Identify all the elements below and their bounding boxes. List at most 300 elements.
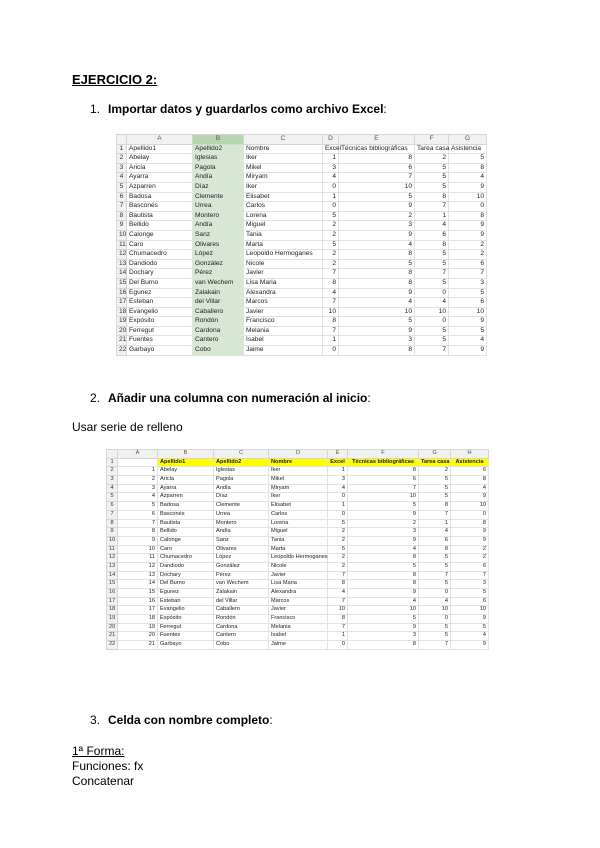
table-cell: 8 xyxy=(328,615,348,624)
page-title: EJERCICIO 2: xyxy=(72,72,158,87)
table-cell: 8 xyxy=(339,154,415,164)
header-row xyxy=(117,144,487,154)
table-cell: 8 xyxy=(323,317,339,327)
table-cell: 3 xyxy=(118,484,158,493)
table-cell: 14 xyxy=(118,580,158,589)
table-cell: Marta xyxy=(269,545,328,554)
table-cell: Iker xyxy=(269,467,328,476)
table-cell: Clemente xyxy=(193,192,244,202)
table-cell: 0 xyxy=(415,288,449,298)
table-row xyxy=(117,269,487,279)
column-letter: D xyxy=(269,450,328,459)
row-number: 22 xyxy=(107,641,118,650)
table-cell: 9 xyxy=(451,615,489,624)
table-cell: 5 xyxy=(415,259,449,269)
table-row xyxy=(107,510,489,519)
table-cell: Expósito xyxy=(127,317,193,327)
table-cell: 9 xyxy=(449,221,487,231)
header-cell: Apellido2 xyxy=(193,144,244,154)
table-cell: Jaime xyxy=(269,641,328,650)
table-cell: 5 xyxy=(323,211,339,221)
table-cell: Marcos xyxy=(244,298,323,308)
table-cell: 5 xyxy=(419,476,451,485)
table-cell: 6 xyxy=(451,562,489,571)
table-cell: 5 xyxy=(419,562,451,571)
row-number: 9 xyxy=(107,528,118,537)
table-cell: 8 xyxy=(348,467,419,476)
table-cell: Sanz xyxy=(193,230,244,240)
table-cell: 4 xyxy=(328,589,348,598)
table-cell: Badosa xyxy=(127,192,193,202)
table-cell: 8 xyxy=(118,528,158,537)
header-cell: Excel xyxy=(323,144,339,154)
forma-line-concatenate: Concatenar xyxy=(72,774,135,788)
row-number: 15 xyxy=(107,580,118,589)
table-cell: Francisco xyxy=(244,317,323,327)
table-cell: 1 xyxy=(328,502,348,511)
header-cell: Nombre xyxy=(269,458,328,467)
table-cell: 5 xyxy=(415,336,449,346)
table-cell: 10 xyxy=(348,606,419,615)
table-cell: 8 xyxy=(419,545,451,554)
table-cell: 10 xyxy=(323,307,339,317)
table-cell: 10 xyxy=(449,192,487,202)
table-cell: Egunez xyxy=(158,589,214,598)
table-cell: 6 xyxy=(415,230,449,240)
table-cell: 18 xyxy=(118,615,158,624)
table-cell: 8 xyxy=(348,554,419,563)
table-cell: van Wechem xyxy=(214,580,269,589)
table-cell: Melania xyxy=(244,326,323,336)
table-cell: 11 xyxy=(118,554,158,563)
row-number: 6 xyxy=(117,192,127,202)
row-number: 8 xyxy=(107,519,118,528)
table-cell: Fuentes xyxy=(158,632,214,641)
table-cell: Andía xyxy=(214,484,269,493)
table-cell: Calonge xyxy=(158,536,214,545)
table-cell: Iglesias xyxy=(214,467,269,476)
table-row xyxy=(117,154,487,164)
table-cell: Mikel xyxy=(244,163,323,173)
table-cell: 3 xyxy=(323,163,339,173)
table-cell: Javier xyxy=(244,269,323,279)
table-cell: 10 xyxy=(348,493,419,502)
table-cell: Alexandra xyxy=(269,589,328,598)
table-cell: 9 xyxy=(449,182,487,192)
table-cell: Javier xyxy=(269,606,328,615)
table-cell: Basconés xyxy=(158,510,214,519)
table-row xyxy=(117,250,487,260)
table-cell: 8 xyxy=(449,163,487,173)
table-cell: 8 xyxy=(449,211,487,221)
header-cell: Apellido2 xyxy=(214,458,269,467)
table-cell: 6 xyxy=(419,536,451,545)
table-cell: Cardona xyxy=(214,623,269,632)
table-cell: 5 xyxy=(419,554,451,563)
row-number: 14 xyxy=(117,269,127,279)
table-cell: 7 xyxy=(415,269,449,279)
row-number: 19 xyxy=(117,317,127,327)
table-cell: 5 xyxy=(415,182,449,192)
table-cell: 7 xyxy=(419,510,451,519)
table-cell: 5 xyxy=(339,259,415,269)
table-cell: 7 xyxy=(328,597,348,606)
row-number: 20 xyxy=(107,623,118,632)
table-cell: 0 xyxy=(323,346,339,356)
table-cell: 5 xyxy=(451,589,489,598)
row-number: 13 xyxy=(107,562,118,571)
table-cell: Montero xyxy=(193,211,244,221)
table-cell: González xyxy=(214,562,269,571)
row-number: 12 xyxy=(107,554,118,563)
table-cell: 8 xyxy=(339,346,415,356)
column-letter xyxy=(117,135,127,145)
table-cell: Evangelio xyxy=(127,307,193,317)
row-number: 16 xyxy=(117,288,127,298)
table-cell: 5 xyxy=(449,154,487,164)
header-cell: Tarea casa xyxy=(415,144,449,154)
table-cell: 7 xyxy=(323,298,339,308)
table-row xyxy=(117,182,487,192)
table-cell: Clemente xyxy=(214,502,269,511)
table-cell: 13 xyxy=(118,571,158,580)
table-cell: 7 xyxy=(339,173,415,183)
table-cell: Badosa xyxy=(158,502,214,511)
table-cell: 19 xyxy=(118,623,158,632)
row-number: 2 xyxy=(117,154,127,164)
table-row xyxy=(107,606,489,615)
row-number: 1 xyxy=(117,144,127,154)
table-cell: 10 xyxy=(339,307,415,317)
table-cell: Del Burno xyxy=(127,278,193,288)
table-cell: Bellido xyxy=(158,528,214,537)
table-cell: 7 xyxy=(419,571,451,580)
table-cell: 5 xyxy=(419,632,451,641)
table-cell: 8 xyxy=(451,476,489,485)
table-cell: 10 xyxy=(415,307,449,317)
table-row xyxy=(117,326,487,336)
column-letter: H xyxy=(451,450,489,459)
table-cell: 5 xyxy=(415,250,449,260)
table-cell: 5 xyxy=(323,240,339,250)
row-number: 14 xyxy=(107,571,118,580)
table-cell: 0 xyxy=(415,317,449,327)
table-cell: 8 xyxy=(323,278,339,288)
table-cell: 4 xyxy=(449,336,487,346)
table-cell: Javier xyxy=(269,571,328,580)
table-cell: 6 xyxy=(449,259,487,269)
table-cell: 0 xyxy=(328,493,348,502)
table-row xyxy=(117,173,487,183)
table-cell: González xyxy=(193,259,244,269)
table-cell: Caballero xyxy=(193,307,244,317)
table-cell: van Wechem xyxy=(193,278,244,288)
table-cell: 8 xyxy=(339,269,415,279)
table-cell: Pérez xyxy=(214,571,269,580)
table-cell: 2 xyxy=(451,545,489,554)
table-cell: Cantero xyxy=(193,336,244,346)
table-cell: 0 xyxy=(323,202,339,212)
forma-line-functions: Funciones: fx xyxy=(72,759,144,773)
header-cell: Asistencia xyxy=(449,144,487,154)
table-cell: 4 xyxy=(449,173,487,183)
table-cell: 3 xyxy=(339,336,415,346)
row-number: 8 xyxy=(117,211,127,221)
table-cell: 9 xyxy=(339,230,415,240)
table-cell: 2 xyxy=(328,528,348,537)
table-cell: 3 xyxy=(348,632,419,641)
table-cell: Calonge xyxy=(127,230,193,240)
table-cell: 5 xyxy=(415,173,449,183)
row-number: 4 xyxy=(117,173,127,183)
table-cell: Tania xyxy=(244,230,323,240)
column-header-row xyxy=(107,450,489,459)
table-cell: 7 xyxy=(449,269,487,279)
column-letter: C xyxy=(244,135,323,145)
table-cell: Tania xyxy=(269,536,328,545)
table-cell: 4 xyxy=(339,240,415,250)
table-row xyxy=(107,545,489,554)
table-cell: Miryam xyxy=(269,484,328,493)
table-cell: 5 xyxy=(451,623,489,632)
table-row xyxy=(117,211,487,221)
spreadsheet-numbered xyxy=(106,449,489,650)
table-cell: 20 xyxy=(118,632,158,641)
table-cell: Alexandra xyxy=(244,288,323,298)
table-cell: Díaz xyxy=(214,493,269,502)
table-cell: 2 xyxy=(348,519,419,528)
table-cell: 1 xyxy=(118,467,158,476)
table-row xyxy=(107,589,489,598)
row-number: 9 xyxy=(117,221,127,231)
table-cell: 9 xyxy=(449,230,487,240)
table-cell: 2 xyxy=(415,154,449,164)
spreadsheet-import xyxy=(116,134,487,356)
table-cell: Andía xyxy=(193,221,244,231)
table-cell: Sanz xyxy=(214,536,269,545)
table-row xyxy=(117,163,487,173)
row-number: 1 xyxy=(107,458,118,467)
table-cell: Miguel xyxy=(244,221,323,231)
table-cell: Ayarra xyxy=(127,173,193,183)
table-cell: 9 xyxy=(449,346,487,356)
table-cell: 10 xyxy=(449,307,487,317)
table-cell: 2 xyxy=(323,250,339,260)
table-cell: López xyxy=(214,554,269,563)
table-row xyxy=(107,476,489,485)
table-cell: 1 xyxy=(328,467,348,476)
table-cell: Miguel xyxy=(269,528,328,537)
row-number: 19 xyxy=(107,615,118,624)
table-cell: 4 xyxy=(348,545,419,554)
column-letter: E xyxy=(328,450,348,459)
table-cell: Caro xyxy=(127,240,193,250)
header-cell: Técnicas bibliográficas xyxy=(348,458,419,467)
table-cell: Nicole xyxy=(269,562,328,571)
table-cell: 2 xyxy=(323,259,339,269)
table-cell: Rondón xyxy=(193,317,244,327)
table-cell: Lorena xyxy=(269,519,328,528)
table-cell: 9 xyxy=(451,528,489,537)
table-cell: 7 xyxy=(328,571,348,580)
table-cell: 8 xyxy=(419,502,451,511)
table-cell: 10 xyxy=(451,606,489,615)
table-cell: Pérez xyxy=(193,269,244,279)
table-cell: 8 xyxy=(415,192,449,202)
table-cell: Azparren xyxy=(127,182,193,192)
table-cell: Cantero xyxy=(214,632,269,641)
table-cell: 5 xyxy=(328,519,348,528)
table-cell: Basconés xyxy=(127,202,193,212)
step-text: Añadir una columna con numeración al inicio xyxy=(108,391,368,405)
table-row xyxy=(107,615,489,624)
table-row xyxy=(107,493,489,502)
column-letter xyxy=(107,450,118,459)
table-cell: Chumacedro xyxy=(158,554,214,563)
table-cell: 8 xyxy=(348,580,419,589)
table-cell: Esteban xyxy=(127,298,193,308)
table-cell: Chumacedro xyxy=(127,250,193,260)
table-cell: Rondón xyxy=(214,615,269,624)
table-cell: Pagola xyxy=(214,476,269,485)
table-cell: 3 xyxy=(449,278,487,288)
table-cell: 9 xyxy=(451,641,489,650)
table-cell: 9 xyxy=(339,326,415,336)
table-cell: Caballero xyxy=(214,606,269,615)
table-cell: 2 xyxy=(328,562,348,571)
table-cell: 2 xyxy=(118,476,158,485)
row-number: 20 xyxy=(117,326,127,336)
table-row xyxy=(117,240,487,250)
table-cell: 0 xyxy=(419,615,451,624)
table-cell: Aricla xyxy=(158,476,214,485)
table-row xyxy=(117,221,487,231)
row-number: 17 xyxy=(117,298,127,308)
column-letter: B xyxy=(193,135,244,145)
table-cell: 9 xyxy=(348,536,419,545)
table-cell: 5 xyxy=(415,163,449,173)
table-row xyxy=(107,632,489,641)
table-cell: 2 xyxy=(323,221,339,231)
table-cell: Fuentes xyxy=(127,336,193,346)
table-cell: 5 xyxy=(328,545,348,554)
table-cell: Iglesias xyxy=(193,154,244,164)
row-number: 18 xyxy=(107,606,118,615)
header-cell: Tarea casa xyxy=(419,458,451,467)
table-cell: 3 xyxy=(339,221,415,231)
table-cell: 6 xyxy=(449,298,487,308)
table-row xyxy=(107,484,489,493)
header-cell: Asistencia xyxy=(451,458,489,467)
table-cell: Carlos xyxy=(269,510,328,519)
table-row xyxy=(117,192,487,202)
row-number: 7 xyxy=(107,510,118,519)
table-cell: 10 xyxy=(118,545,158,554)
table-cell: 6 xyxy=(451,467,489,476)
table-row xyxy=(107,519,489,528)
table-cell: Leopoldo Hermoganes xyxy=(244,250,323,260)
table-cell: 2 xyxy=(328,536,348,545)
table-cell: 2 xyxy=(449,250,487,260)
table-cell: 5 xyxy=(348,615,419,624)
table-cell: 9 xyxy=(348,589,419,598)
table-cell: Elisabet xyxy=(269,502,328,511)
table-cell: Ayarra xyxy=(158,484,214,493)
table-cell: 4 xyxy=(451,484,489,493)
table-cell: 5 xyxy=(419,484,451,493)
table-cell: Francisco xyxy=(269,615,328,624)
table-row xyxy=(117,288,487,298)
table-cell: 8 xyxy=(348,571,419,580)
row-number: 7 xyxy=(117,202,127,212)
table-cell: 10 xyxy=(419,606,451,615)
table-row xyxy=(117,278,487,288)
table-cell: Cardona xyxy=(193,326,244,336)
table-cell: Zalakain xyxy=(214,589,269,598)
table-cell: 16 xyxy=(118,597,158,606)
row-number: 10 xyxy=(107,536,118,545)
table-cell: 7 xyxy=(348,484,419,493)
table-cell: 12 xyxy=(118,562,158,571)
table-cell: Mikel xyxy=(269,476,328,485)
table-row xyxy=(107,623,489,632)
table-cell: Urrea xyxy=(193,202,244,212)
table-cell: 5 xyxy=(419,493,451,502)
table-row xyxy=(117,298,487,308)
table-cell: Jaime xyxy=(244,346,323,356)
column-letter: G xyxy=(449,135,487,145)
table-cell: Ferregut xyxy=(127,326,193,336)
row-number: 11 xyxy=(107,545,118,554)
table-cell: Cobo xyxy=(214,641,269,650)
header-row xyxy=(107,458,489,467)
table-cell: Nicole xyxy=(244,259,323,269)
table-cell: 4 xyxy=(419,528,451,537)
header-cell: Nombre xyxy=(244,144,323,154)
table-cell: 15 xyxy=(118,589,158,598)
table-cell: 10 xyxy=(451,502,489,511)
table-cell: Zalakain xyxy=(193,288,244,298)
table-cell: 7 xyxy=(415,202,449,212)
header-cell: Técnicas bibliográficas xyxy=(339,144,415,154)
table-cell: 1 xyxy=(415,211,449,221)
table-cell: Garbayo xyxy=(158,641,214,650)
table-cell: Lorena xyxy=(244,211,323,221)
table-cell: 9 xyxy=(449,317,487,327)
row-number: 5 xyxy=(117,182,127,192)
table-cell: Olivares xyxy=(214,545,269,554)
table-cell: Isabel xyxy=(269,632,328,641)
table-cell: 7 xyxy=(419,641,451,650)
table-cell: Iker xyxy=(269,493,328,502)
table-cell: Díaz xyxy=(193,182,244,192)
header-cell xyxy=(118,458,158,467)
column-header-row xyxy=(117,135,487,145)
table-cell: 7 xyxy=(415,346,449,356)
table-cell: Marta xyxy=(244,240,323,250)
table-cell: Del Burno xyxy=(158,580,214,589)
table-cell: Montero xyxy=(214,519,269,528)
row-number: 21 xyxy=(117,336,127,346)
table-row xyxy=(107,641,489,650)
table-cell: Caro xyxy=(158,545,214,554)
table-cell: 10 xyxy=(328,606,348,615)
row-number: 5 xyxy=(107,493,118,502)
header-cell: Apellido1 xyxy=(127,144,193,154)
table-cell: 4 xyxy=(415,298,449,308)
table-cell: Olivares xyxy=(193,240,244,250)
table-cell: Abelay xyxy=(127,154,193,164)
